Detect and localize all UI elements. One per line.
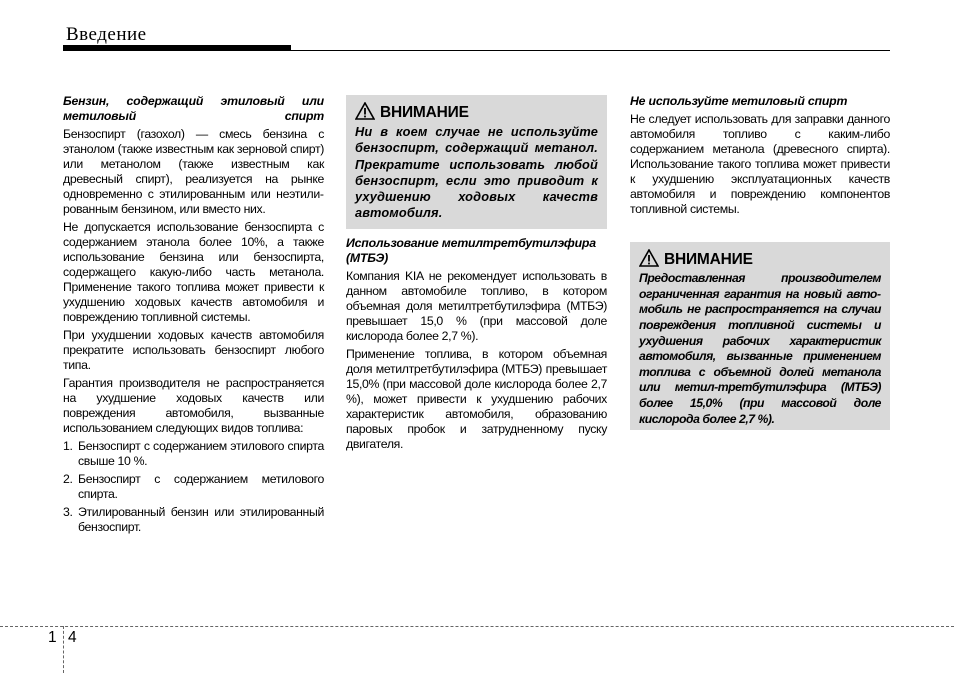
list-item (63, 505, 324, 535)
footer-divider (0, 626, 954, 627)
heading-ethanol-methanol-fuel: Бензин, содержащий этиловый или метиловый спирт (63, 94, 324, 123)
list-item (63, 472, 324, 502)
list-text: Этилированный бензин или этилированный бензоспирт. (78, 505, 324, 534)
paragraph: Не допускается использование бензоспирта с содержанием этанола более 10%, а также использование бензина или бензоспирта, содержащего какую-либо часть метанола. Применение такого топлива может привести к ухудшению ходовых качеств автомобиля и повреждению топливной системы. (63, 220, 324, 324)
list-item (63, 439, 324, 469)
warning-text: Ни в коем случае не используйте бензоспирт, содержащий метанол. Прекратите использовать любой бензоспирт, если это приводит к ухудшению ходовых качеств автомобиля. (355, 124, 598, 221)
column-middle (346, 236, 607, 455)
page-number: 4 (68, 629, 77, 646)
warning-title: ВНИМАНИЕ (380, 104, 469, 121)
fuel-list (63, 439, 324, 535)
header-rule (63, 50, 890, 51)
chapter-number: 1 (48, 629, 57, 646)
warning-text: Предоставленная производителем ограниченная гарантия на новый автомобиль не распространяется на случаи повреждения топливной системы и ухудшения рабочих характеристик автомобиля, вызванные применением топлива с объемной долей метанола или метил-третбутилэфира (МТБЭ) более 15,0% (при массовой доле кислорода более 2,7 %). (639, 271, 881, 426)
warning-box (346, 95, 607, 229)
list-number: 2. (63, 472, 73, 486)
paragraph: Компания KIA не рекомендует использовать в данном автомобиле топливо, в котором объемная доля метилтретбутилэфира (МТБЭ) превышает 15,0 % (при массовой доле кислорода более 2,7 %). (346, 269, 607, 343)
paragraph: Гарантия производителя не распространяется на ухудшение ходовых качеств или повреждения автомобиля, вызванные использованием следующих видов топлива: (63, 376, 324, 435)
warning-header (639, 249, 881, 271)
warning-header (355, 102, 598, 124)
paragraph: Применение топлива, в котором объемная доля метилтретбутилэфира (МТБЭ) превышает 15,0% (при массовой доле кислорода более 2,7 %), может привести к ухудшению рабочих характеристик автомобиля, образованию паровых пробок и затрудненному пуску двигателя. (346, 347, 607, 451)
warning-title: ВНИМАНИЕ (664, 251, 753, 268)
paragraph: При ухудшении ходовых качеств автомобиля прекратите использовать бензоспирт любого типа. (63, 328, 324, 372)
warning-box (630, 242, 890, 430)
section-title: Введение (66, 24, 147, 45)
list-text: Бензоспирт с содержанием этилового спирта свыше 10 %. (78, 439, 324, 468)
list-number: 3. (63, 505, 73, 519)
heading-no-methanol: Не используйте метиловый спирт (630, 94, 848, 108)
column-left (63, 94, 324, 538)
warning-triangle-icon (639, 249, 659, 271)
footer-divider-vertical (63, 626, 64, 673)
column-right (630, 94, 890, 220)
paragraph: Не следует использовать для заправки данного автомобиля топливо с каким-либо содержанием метанола (древесного спирта). Использование такого топлива может привести к ухудшению эксплуатационных качеств автомобиля и повреждению компонентов топливной системы. (630, 112, 890, 216)
heading-mtbe: Использование метилтретбутилэфира (МТБЭ) (346, 236, 596, 265)
paragraph: Бензоспирт (газохол) — смесь бензина с этанолом (также известным как зерновой спирт) или метанолом (также известным как древесный спирт), реализуется на рынке одновременно с этилированным или неэтилированным бензином, или вместо них. (63, 127, 324, 216)
warning-triangle-icon (355, 102, 375, 124)
list-number: 1. (63, 439, 73, 453)
list-text: Бензоспирт с содержанием метилового спирта. (78, 472, 324, 501)
